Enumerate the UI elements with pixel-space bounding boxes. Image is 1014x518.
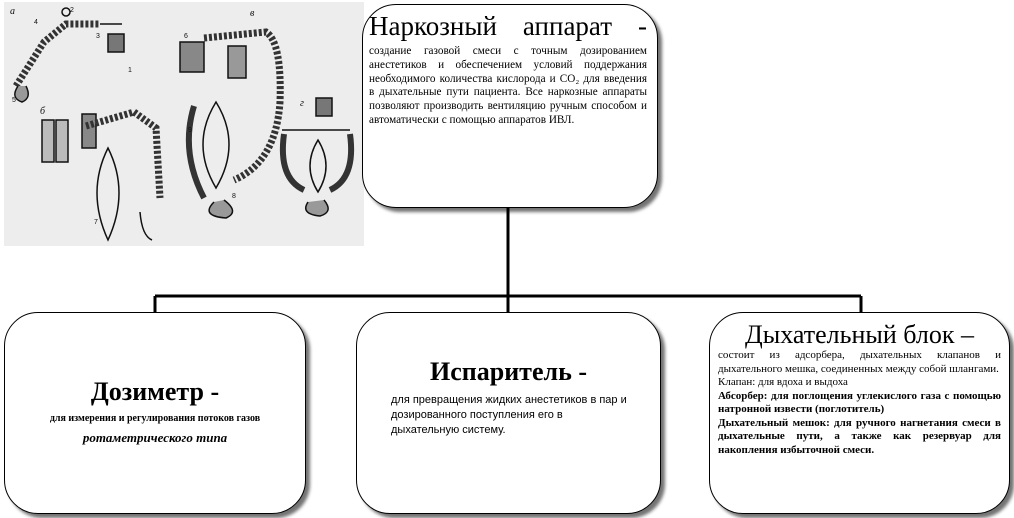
panel-label-g: г (300, 98, 304, 109)
dosimeter-type: ротаметрического типа (82, 430, 228, 445)
part-number-4: 4 (34, 19, 38, 26)
part-number-6: 6 (184, 33, 188, 40)
part-number-2: 2 (70, 7, 74, 14)
part-number-1: 1 (128, 67, 132, 74)
valve-line: Клапан: для вдоха и выдоха (718, 376, 848, 388)
anesthesia-machine-description: создание газовой смеси с точным дозированием анестетиков и обеспечением условий поддержания необходимого количества кислорода и CO₂ для введения в дыхательные пути пациента. Все наркозные аппараты позволяют производить вентиляцию ручным способом и автоматически с помощью аппаратов ИВЛ. (369, 45, 647, 126)
dosimeter-box (4, 312, 306, 514)
vaporizer-description: для превращения жидких анестетиков в пар и дозированного поступления его в дыхательную систему. (391, 394, 627, 436)
dosimeter-subtitle: для измерения и регулирования потоков газов (49, 413, 261, 424)
part-number-8: 8 (232, 193, 236, 200)
anesthesia-machine-box (362, 4, 658, 208)
anesthesia-machine-title: Наркозный аппарат - (369, 11, 647, 41)
part-number-9: 9 (188, 127, 192, 134)
breathing-block-description: состоит из адсорбера, дыхательных клапанов и дыхательного мешка, соединенных между собой шлангами. (718, 349, 1001, 375)
breathing-block-box (709, 312, 1010, 514)
absorber-line: Абсорбер: для поглощения углекислого газа с помощью натронной извести (поглотитель) (718, 389, 1001, 415)
dosimeter-title: Дозиметр - (90, 377, 220, 406)
vaporizer-box (356, 312, 661, 514)
part-number-5: 5 (12, 97, 16, 104)
panel-label-v: в (250, 8, 255, 19)
panel-label-a: а (10, 6, 15, 17)
part-number-7: 7 (94, 219, 98, 226)
breathing-block-title: Дыхательный блок – (745, 320, 974, 349)
breathing-bag-line: Дыхательный мешок: для ручного нагнетания смеси в дыхательные пути, а также как резервуар для накопления избыточной смеси. (718, 416, 1001, 456)
vaporizer-title: Испаритель - (430, 357, 587, 386)
panel-label-b: б (40, 106, 46, 117)
part-number-3: 3 (96, 33, 100, 40)
